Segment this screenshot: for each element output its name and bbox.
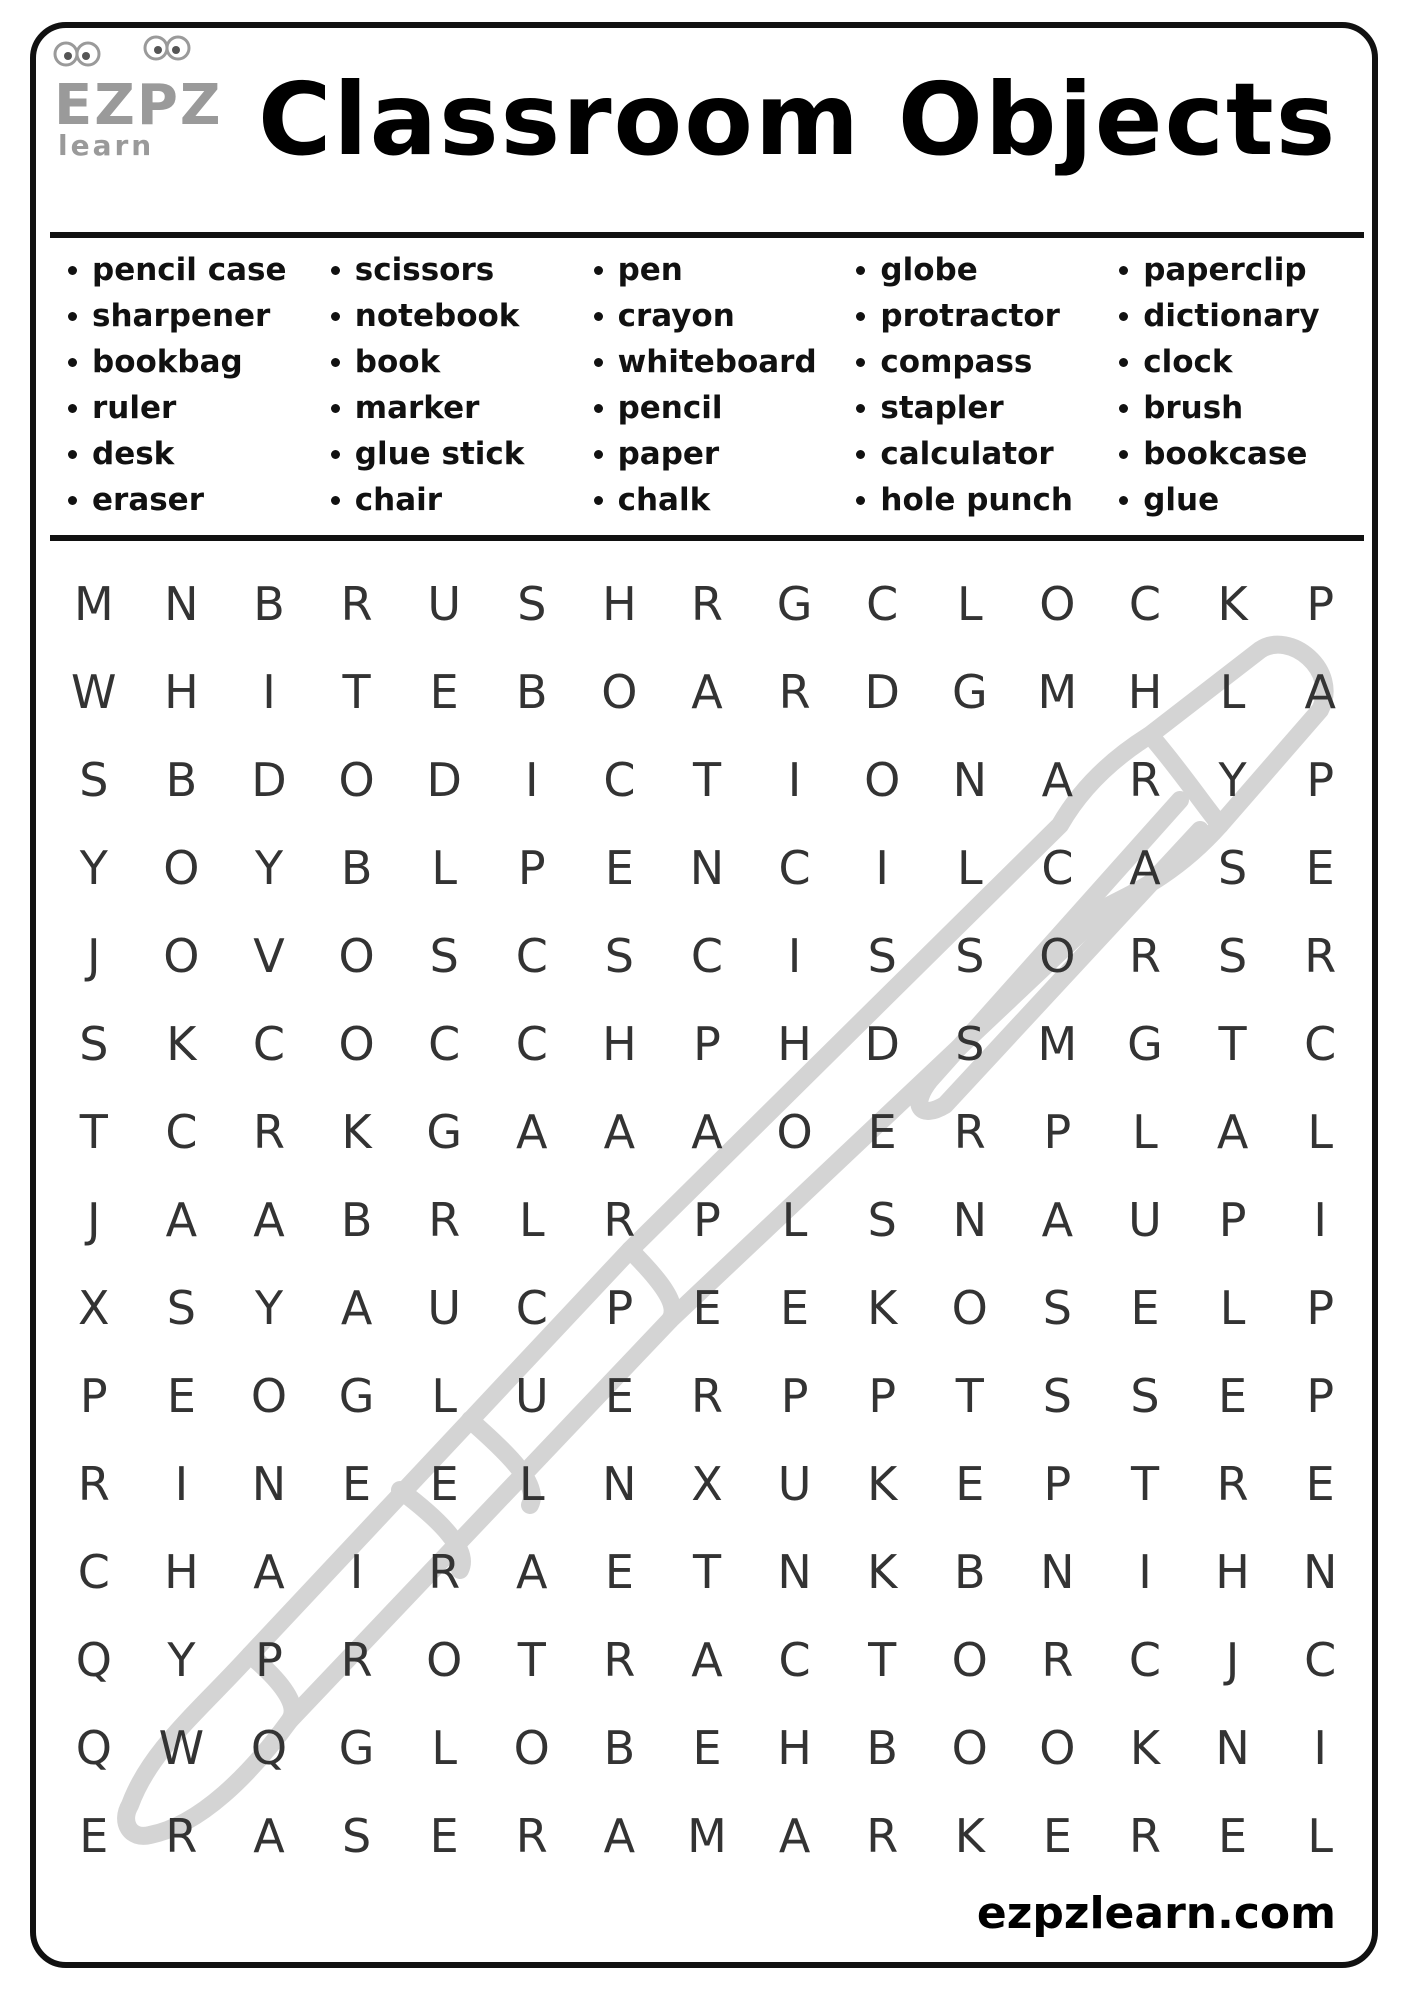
grid-letter[interactable]: M bbox=[1037, 1017, 1078, 1071]
grid-letter[interactable]: C bbox=[1304, 1633, 1337, 1687]
grid-letter[interactable]: E bbox=[342, 1457, 372, 1511]
grid-letter[interactable]: T bbox=[692, 753, 722, 807]
grid-letter[interactable]: E bbox=[955, 1457, 985, 1511]
word-column bbox=[838, 247, 1101, 527]
grid-letter[interactable]: L bbox=[431, 841, 457, 895]
ezpz-logo bbox=[44, 32, 234, 162]
grid-letter[interactable]: G bbox=[951, 665, 988, 719]
word-item: globe bbox=[838, 247, 1101, 293]
word-item: glue bbox=[1101, 477, 1364, 523]
grid-letter[interactable]: S bbox=[1217, 929, 1248, 983]
grid-letter[interactable]: M bbox=[1037, 665, 1078, 719]
grid-letter[interactable]: R bbox=[1129, 929, 1161, 983]
grid-letter[interactable]: J bbox=[1225, 1633, 1240, 1687]
grid-letter[interactable]: S bbox=[429, 929, 459, 983]
grid-letter[interactable]: K bbox=[166, 1017, 197, 1071]
grid-letter[interactable]: I bbox=[1313, 1193, 1327, 1247]
word-item: clock bbox=[1101, 339, 1364, 385]
grid-letter[interactable]: G bbox=[338, 1369, 375, 1423]
grid-letter[interactable]: P bbox=[255, 1633, 283, 1687]
grid-letter[interactable]: O bbox=[864, 753, 901, 807]
grid-letter[interactable]: G bbox=[776, 577, 813, 631]
grid-letter[interactable]: T bbox=[342, 665, 371, 719]
grid-letter[interactable]: R bbox=[253, 1105, 285, 1159]
grid-letter[interactable]: P bbox=[693, 1017, 721, 1071]
word-column bbox=[50, 247, 313, 527]
grid-letter[interactable]: M bbox=[73, 577, 114, 631]
grid-letter[interactable]: A bbox=[516, 1545, 548, 1599]
grid-letter[interactable]: S bbox=[1042, 1369, 1072, 1423]
grid-letter[interactable]: O bbox=[338, 1017, 375, 1071]
logo-text: EZPZ bbox=[54, 73, 223, 138]
grid-letter[interactable]: N bbox=[1302, 1545, 1338, 1599]
grid-letter[interactable]: R bbox=[77, 1457, 110, 1511]
grid-letter[interactable]: O bbox=[426, 1633, 463, 1687]
grid-letter[interactable]: U bbox=[427, 577, 462, 631]
grid-letter[interactable]: Y bbox=[167, 1633, 196, 1687]
grid-letter[interactable]: P bbox=[1306, 577, 1335, 631]
grid-letter[interactable]: R bbox=[428, 1193, 461, 1247]
grid-letter[interactable]: A bbox=[691, 665, 723, 719]
grid-letter[interactable]: L bbox=[518, 1193, 545, 1247]
grid-letter[interactable]: P bbox=[1218, 1193, 1247, 1247]
grid-letter[interactable]: N bbox=[777, 1545, 812, 1599]
grid-letter[interactable]: Q bbox=[75, 1721, 112, 1775]
grid-letter[interactable]: U bbox=[777, 1457, 812, 1511]
grid-letter[interactable]: R bbox=[691, 577, 723, 631]
word-item: book bbox=[313, 339, 576, 385]
grid-letter[interactable]: P bbox=[1306, 1281, 1335, 1335]
grid-letter[interactable]: C bbox=[1041, 841, 1074, 895]
grid-letter[interactable]: A bbox=[516, 1105, 548, 1159]
grid-letter[interactable]: R bbox=[340, 577, 373, 631]
word-item: glue stick bbox=[313, 431, 576, 477]
grid-letter[interactable]: R bbox=[866, 1809, 899, 1863]
grid-letter[interactable]: L bbox=[1219, 665, 1246, 719]
grid-letter[interactable]: A bbox=[778, 1809, 811, 1863]
word-item: ruler bbox=[50, 385, 313, 431]
grid-letter[interactable]: T bbox=[79, 1105, 108, 1159]
grid-letter[interactable]: K bbox=[867, 1457, 898, 1511]
grid-letter[interactable]: C bbox=[428, 1017, 461, 1071]
grid-letter[interactable]: P bbox=[1043, 1105, 1072, 1159]
grid-letter[interactable]: H bbox=[777, 1017, 812, 1071]
grid-letter[interactable]: E bbox=[604, 1545, 634, 1599]
grid-letter[interactable]: H bbox=[1127, 665, 1163, 719]
grid-letter[interactable]: L bbox=[956, 841, 983, 895]
grid-letter[interactable]: G bbox=[1127, 1017, 1163, 1071]
grid-letter[interactable]: C bbox=[515, 1281, 548, 1335]
grid-letter[interactable]: Y bbox=[79, 841, 108, 895]
grid-letter[interactable]: S bbox=[517, 577, 547, 631]
grid-letter[interactable]: C bbox=[1304, 1017, 1337, 1071]
grid-letter[interactable]: S bbox=[955, 1017, 985, 1071]
grid-letter[interactable]: C bbox=[1128, 577, 1162, 631]
grid-letter[interactable]: J bbox=[87, 929, 101, 983]
footer-website: ezpzlearn.com bbox=[976, 1888, 1336, 1939]
grid-letter[interactable]: A bbox=[691, 1633, 723, 1687]
top-divider bbox=[50, 232, 1364, 238]
grid-letter[interactable]: A bbox=[1041, 753, 1074, 807]
grid-letter[interactable]: C bbox=[866, 577, 899, 631]
grid-letter[interactable]: E bbox=[1042, 1809, 1072, 1863]
word-item: whiteboard bbox=[576, 339, 839, 385]
grid-letter[interactable]: I bbox=[525, 753, 539, 807]
bottom-divider bbox=[50, 535, 1364, 541]
word-column bbox=[1101, 247, 1364, 527]
grid-letter[interactable]: O bbox=[776, 1105, 813, 1159]
grid-letter[interactable]: R bbox=[165, 1809, 198, 1863]
grid-letter[interactable]: Y bbox=[254, 841, 284, 895]
word-item: scissors bbox=[313, 247, 576, 293]
word-item: paper bbox=[576, 431, 839, 477]
grid-letter[interactable]: I bbox=[875, 841, 889, 895]
letter-grid bbox=[50, 560, 1364, 1880]
grid-letter[interactable]: C bbox=[778, 841, 811, 895]
word-item: chair bbox=[313, 477, 576, 523]
word-item: pen bbox=[576, 247, 839, 293]
grid-letter[interactable]: E bbox=[429, 1457, 459, 1511]
grid-letter[interactable]: K bbox=[867, 1281, 898, 1335]
grid-letter[interactable]: L bbox=[956, 577, 983, 631]
grid-letter[interactable]: L bbox=[431, 1721, 457, 1775]
grid-letter[interactable]: N bbox=[602, 1457, 637, 1511]
grid-letter[interactable]: T bbox=[1218, 1017, 1247, 1071]
grid-letter[interactable]: L bbox=[1307, 1809, 1333, 1863]
grid-letter[interactable]: R bbox=[603, 1193, 636, 1247]
word-item: dictionary bbox=[1101, 293, 1364, 339]
grid-letter[interactable]: K bbox=[867, 1545, 898, 1599]
grid-letter[interactable]: I bbox=[787, 753, 802, 807]
grid-letter[interactable]: P bbox=[605, 1281, 634, 1335]
word-item: bookbag bbox=[50, 339, 313, 385]
grid-letter[interactable]: Q bbox=[250, 1721, 288, 1775]
grid-letter[interactable]: K bbox=[1129, 1721, 1161, 1775]
grid-letter[interactable]: H bbox=[1215, 1545, 1250, 1599]
grid-letter[interactable]: T bbox=[517, 1633, 546, 1687]
grid-letter[interactable]: I bbox=[1138, 1545, 1152, 1599]
grid-letter[interactable]: E bbox=[1305, 841, 1335, 895]
grid-letter[interactable]: U bbox=[1128, 1193, 1162, 1247]
grid-letter[interactable]: X bbox=[691, 1457, 723, 1511]
grid-letter[interactable]: M bbox=[687, 1809, 727, 1863]
grid-letter[interactable]: O bbox=[250, 1369, 288, 1423]
word-item: desk bbox=[50, 431, 313, 477]
grid-letter[interactable]: H bbox=[164, 1545, 199, 1599]
grid-letter[interactable]: T bbox=[1130, 1457, 1160, 1511]
grid-letter[interactable]: L bbox=[1307, 1105, 1333, 1159]
grid-letter[interactable]: B bbox=[954, 1545, 986, 1599]
grid-letter[interactable]: N bbox=[952, 1193, 987, 1247]
word-item: calculator bbox=[838, 431, 1101, 477]
word-item: pencil bbox=[576, 385, 839, 431]
word-bank bbox=[50, 247, 1364, 527]
grid-letter[interactable]: O bbox=[601, 665, 638, 719]
grid-letter[interactable]: E bbox=[604, 1369, 634, 1423]
grid-letter[interactable]: S bbox=[1130, 1369, 1160, 1423]
grid-letter[interactable]: O bbox=[1039, 577, 1076, 631]
grid-letter[interactable]: B bbox=[603, 1721, 636, 1775]
grid-letter[interactable]: E bbox=[1218, 1369, 1248, 1423]
grid-letter[interactable]: E bbox=[604, 841, 634, 895]
grid-letter[interactable]: P bbox=[693, 1193, 721, 1247]
word-item: compass bbox=[838, 339, 1101, 385]
grid-letter[interactable]: H bbox=[602, 577, 637, 631]
grid-letter[interactable]: C bbox=[515, 929, 548, 983]
grid-letter[interactable]: C bbox=[603, 753, 636, 807]
grid-letter[interactable]: B bbox=[516, 665, 548, 719]
grid-letter[interactable]: P bbox=[79, 1369, 108, 1423]
grid-letter[interactable]: R bbox=[428, 1545, 461, 1599]
grid-letter[interactable]: A bbox=[253, 1545, 285, 1599]
grid-letter[interactable]: B bbox=[340, 841, 373, 895]
grid-letter[interactable]: A bbox=[603, 1809, 636, 1863]
word-column bbox=[313, 247, 576, 527]
grid-letter[interactable]: L bbox=[781, 1193, 808, 1247]
word-item: pencil case bbox=[50, 247, 313, 293]
grid-letter[interactable]: A bbox=[253, 1809, 285, 1863]
grid-letter[interactable]: E bbox=[429, 1809, 459, 1863]
grid-letter[interactable]: S bbox=[1042, 1281, 1072, 1335]
grid-letter[interactable]: P bbox=[1043, 1457, 1072, 1511]
grid-letter[interactable]: O bbox=[338, 929, 375, 983]
grid-letter[interactable]: N bbox=[164, 577, 199, 631]
grid-letter[interactable]: P bbox=[780, 1369, 809, 1423]
grid-letter[interactable]: D bbox=[426, 753, 462, 807]
grid-letter[interactable]: I bbox=[1313, 1721, 1327, 1775]
word-item: hole punch bbox=[838, 477, 1101, 523]
grid-letter[interactable]: P bbox=[1306, 1369, 1335, 1423]
grid-letter[interactable]: D bbox=[864, 1017, 900, 1071]
grid-letter[interactable]: S bbox=[79, 753, 109, 807]
grid-letter[interactable]: E bbox=[1130, 1281, 1160, 1335]
grid-letter[interactable]: S bbox=[604, 929, 634, 983]
word-item: crayon bbox=[576, 293, 839, 339]
grid-letter[interactable]: L bbox=[518, 1457, 545, 1511]
grid-letter[interactable]: Q bbox=[75, 1633, 112, 1687]
grid-letter[interactable]: H bbox=[164, 665, 199, 719]
grid-letter[interactable]: E bbox=[780, 1281, 810, 1335]
grid-letter[interactable]: C bbox=[165, 1105, 198, 1159]
grid-letter[interactable]: C bbox=[515, 1017, 548, 1071]
grid-letter[interactable]: P bbox=[868, 1369, 897, 1423]
grid-letter[interactable]: P bbox=[517, 841, 546, 895]
grid-letter[interactable]: H bbox=[777, 1721, 812, 1775]
grid-letter[interactable]: D bbox=[864, 665, 900, 719]
grid-letter[interactable]: I bbox=[174, 1457, 189, 1511]
grid-letter[interactable]: I bbox=[349, 1545, 364, 1599]
grid-letter[interactable]: C bbox=[778, 1633, 811, 1687]
grid-letter[interactable]: O bbox=[163, 841, 200, 895]
grid-letter[interactable]: K bbox=[954, 1809, 985, 1863]
word-column bbox=[576, 247, 839, 527]
grid-letter[interactable]: R bbox=[603, 1633, 636, 1687]
grid-letter[interactable]: S bbox=[1217, 841, 1248, 895]
grid-letter[interactable]: S bbox=[341, 1809, 372, 1863]
grid-letter[interactable]: A bbox=[691, 1105, 723, 1159]
word-search-area bbox=[50, 560, 1364, 1880]
grid-letter[interactable]: R bbox=[691, 1369, 723, 1423]
grid-letter[interactable]: A bbox=[165, 1193, 198, 1247]
word-item: marker bbox=[313, 385, 576, 431]
grid-letter[interactable]: A bbox=[1304, 665, 1336, 719]
grid-letter[interactable]: C bbox=[690, 929, 724, 983]
grid-letter[interactable]: Y bbox=[1218, 753, 1247, 807]
grid-letter[interactable]: E bbox=[1305, 1457, 1335, 1511]
grid-letter[interactable]: X bbox=[78, 1281, 110, 1335]
grid-letter[interactable]: B bbox=[165, 753, 198, 807]
grid-letter[interactable]: S bbox=[166, 1281, 196, 1335]
grid-letter[interactable]: C bbox=[1128, 1633, 1162, 1687]
grid-letter[interactable]: K bbox=[341, 1105, 372, 1159]
grid-letter[interactable]: A bbox=[1129, 841, 1161, 895]
grid-letter[interactable]: S bbox=[867, 1193, 897, 1247]
grid-letter[interactable]: R bbox=[1129, 1809, 1161, 1863]
grid-letter[interactable]: D bbox=[251, 753, 287, 807]
grid-letter[interactable]: C bbox=[252, 1017, 286, 1071]
grid-letter[interactable]: G bbox=[426, 1105, 463, 1159]
grid-letter[interactable]: R bbox=[340, 1633, 373, 1687]
grid-letter[interactable]: O bbox=[951, 1721, 988, 1775]
grid-letter[interactable]: O bbox=[513, 1721, 550, 1775]
grid-letter[interactable]: N bbox=[251, 1457, 287, 1511]
grid-letter[interactable]: E bbox=[79, 1809, 109, 1863]
grid-letter[interactable]: O bbox=[338, 753, 375, 807]
grid-letter[interactable]: O bbox=[163, 929, 200, 983]
grid-letter[interactable]: S bbox=[867, 929, 897, 983]
grid-letter[interactable]: A bbox=[1041, 1193, 1074, 1247]
grid-letter[interactable]: T bbox=[955, 1369, 984, 1423]
grid-letter[interactable]: I bbox=[787, 929, 802, 983]
grid-letter[interactable]: N bbox=[952, 753, 987, 807]
grid-letter[interactable]: B bbox=[340, 1193, 373, 1247]
grid-letter[interactable]: E bbox=[1218, 1809, 1248, 1863]
grid-letter[interactable]: E bbox=[429, 665, 459, 719]
grid-letter[interactable]: O bbox=[1039, 1721, 1076, 1775]
grid-letter[interactable]: B bbox=[253, 577, 285, 631]
grid-letter[interactable]: W bbox=[158, 1721, 205, 1775]
logo-subtext: learn bbox=[58, 129, 155, 162]
grid-letter[interactable]: U bbox=[427, 1281, 462, 1335]
grid-letter[interactable]: I bbox=[262, 665, 276, 719]
word-item: notebook bbox=[313, 293, 576, 339]
grid-letter[interactable]: R bbox=[778, 665, 811, 719]
word-item: sharpener bbox=[50, 293, 313, 339]
grid-letter[interactable]: R bbox=[1129, 753, 1161, 807]
grid-letter[interactable]: A bbox=[253, 1193, 285, 1247]
grid-letter[interactable]: E bbox=[166, 1369, 196, 1423]
word-item: paperclip bbox=[1101, 247, 1364, 293]
grid-letter[interactable]: N bbox=[1215, 1721, 1250, 1775]
grid-letter[interactable]: P bbox=[1306, 753, 1335, 807]
grid-letter[interactable]: K bbox=[1217, 577, 1248, 631]
word-item: eraser bbox=[50, 477, 313, 523]
grid-letter[interactable]: V bbox=[253, 929, 285, 983]
grid-letter[interactable]: E bbox=[867, 1105, 897, 1159]
grid-letter[interactable]: S bbox=[79, 1017, 109, 1071]
grid-letter[interactable]: R bbox=[1041, 1633, 1074, 1687]
word-item: chalk bbox=[576, 477, 839, 523]
grid-letter[interactable]: O bbox=[951, 1633, 988, 1687]
grid-letter[interactable]: Y bbox=[254, 1281, 284, 1335]
grid-letter[interactable]: T bbox=[868, 1633, 897, 1687]
grid-letter[interactable]: R bbox=[1304, 929, 1337, 983]
grid-letter[interactable]: L bbox=[1219, 1281, 1246, 1335]
grid-letter[interactable]: N bbox=[689, 841, 725, 895]
grid-letter[interactable]: H bbox=[602, 1017, 637, 1071]
grid-letter[interactable]: C bbox=[77, 1545, 110, 1599]
word-item: bookcase bbox=[1101, 431, 1364, 477]
grid-letter[interactable]: L bbox=[1132, 1105, 1158, 1159]
grid-letter[interactable]: B bbox=[866, 1721, 898, 1775]
grid-letter[interactable]: E bbox=[692, 1721, 722, 1775]
grid-letter[interactable]: N bbox=[1040, 1545, 1075, 1599]
page-title: Classroom Objects bbox=[258, 61, 1338, 178]
grid-letter[interactable]: T bbox=[692, 1545, 722, 1599]
grid-letter[interactable]: G bbox=[338, 1721, 375, 1775]
grid-letter[interactable]: R bbox=[953, 1105, 986, 1159]
grid-letter[interactable]: L bbox=[431, 1369, 457, 1423]
grid-letter[interactable]: E bbox=[692, 1281, 722, 1335]
grid-letter[interactable]: O bbox=[1039, 929, 1076, 983]
grid-letter[interactable]: R bbox=[1216, 1457, 1249, 1511]
grid-letter[interactable]: J bbox=[87, 1193, 101, 1247]
grid-letter[interactable]: U bbox=[514, 1369, 549, 1423]
grid-letter[interactable]: A bbox=[340, 1281, 373, 1335]
grid-letter[interactable]: R bbox=[515, 1809, 548, 1863]
word-item: brush bbox=[1101, 385, 1364, 431]
word-item: protractor bbox=[838, 293, 1101, 339]
grid-letter[interactable]: O bbox=[951, 1281, 988, 1335]
grid-letter[interactable]: A bbox=[1216, 1105, 1249, 1159]
grid-letter[interactable]: W bbox=[71, 665, 117, 719]
grid-letter[interactable]: S bbox=[955, 929, 985, 983]
word-item: stapler bbox=[838, 385, 1101, 431]
grid-letter[interactable]: A bbox=[603, 1105, 636, 1159]
